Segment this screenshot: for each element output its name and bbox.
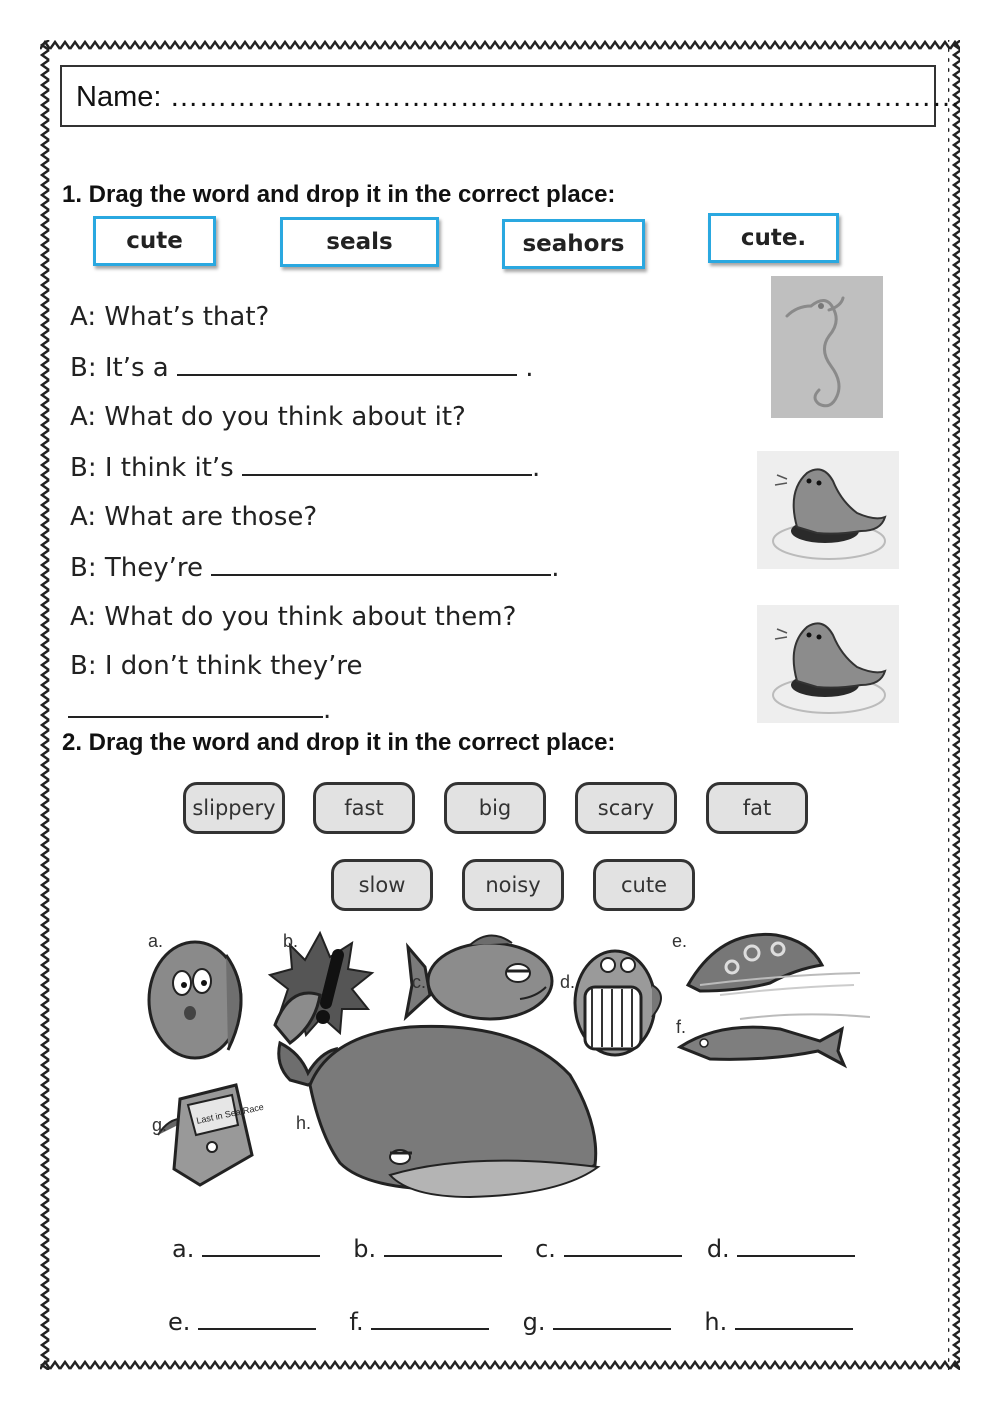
answer-label-c: c. [535, 1235, 556, 1263]
dialog-line-1: A: What’s that? [70, 302, 270, 332]
word-chip-slow[interactable]: slow [331, 859, 433, 911]
picture-label-a: a. [148, 931, 164, 951]
dialog-line-2-text: B: It’s a [70, 353, 169, 383]
picture-label-f: f. [676, 1017, 687, 1037]
word-chip-scary[interactable]: scary [575, 782, 677, 834]
drop-zone-4[interactable] [68, 694, 323, 718]
dialog-line-9 [68, 694, 331, 725]
creature-f-fast-fish [680, 1014, 870, 1065]
word-chip-big[interactable]: big [444, 782, 546, 834]
dialog-line-5: A: What are those? [70, 502, 318, 532]
drop-zone-2[interactable] [242, 452, 532, 476]
answer-blank-b[interactable] [384, 1233, 502, 1257]
word-chip-slippery[interactable]: slippery [183, 782, 285, 834]
word-chip-seals[interactable]: seals [280, 217, 439, 267]
answer-blank-f[interactable] [371, 1306, 489, 1330]
answer-row-2 [168, 1306, 853, 1336]
word-chip-fast[interactable]: fast [313, 782, 415, 834]
dialog-line-9-end: . [323, 695, 332, 725]
name-box [60, 65, 961, 127]
picture-label-e: e. [672, 931, 688, 951]
dialog-line-8: B: I don’t think they’re [70, 651, 363, 681]
picture-label-g: g. [152, 1115, 168, 1135]
seal-picture [757, 605, 899, 723]
dialog-line-6 [70, 552, 560, 583]
picture-label-b: b. [283, 931, 299, 951]
word-chip-fat[interactable]: fat [706, 782, 808, 834]
section2-heading: 2. Drag the word and drop it in the correct place: [62, 729, 616, 756]
answer-row-1 [172, 1233, 855, 1263]
answer-label-d: d. [706, 1235, 730, 1263]
fish-sign-text: Last in Sea Race [195, 1101, 265, 1126]
word-chip-cute-period[interactable]: cute. [708, 213, 839, 263]
answer-blank-e[interactable] [198, 1306, 316, 1330]
answer-label-f: f. [349, 1308, 364, 1336]
dialog-line-4-end: . [531, 453, 541, 483]
creature-h-big-whale [279, 1026, 598, 1197]
word-chip-cute[interactable]: cute [593, 859, 695, 911]
dialog-line-2 [70, 352, 534, 383]
creature-a-fat-fish [149, 942, 241, 1058]
section1-heading: 1. Drag the word and drop it in the correct place: [62, 181, 616, 208]
picture-label-c: c. [412, 972, 427, 992]
seahorse-picture [771, 276, 883, 418]
answer-label-a: a. [172, 1235, 195, 1263]
creature-d-noisy-fish [575, 951, 661, 1055]
picture-label-h: h. [296, 1113, 312, 1133]
seal-picture [757, 451, 899, 569]
answer-blank-a[interactable] [202, 1233, 320, 1257]
sea-creatures-illustration [140, 925, 870, 1210]
dialog-line-6-end: . [551, 553, 560, 583]
dialog-line-3: A: What do you think about it? [70, 402, 466, 432]
dialog-line-7: A: What do you think about them? [70, 602, 517, 632]
answer-label-b: b. [353, 1235, 377, 1263]
dialog-line-2-end: . [525, 353, 534, 383]
answer-label-e: e. [168, 1308, 191, 1336]
answer-blank-d[interactable] [737, 1233, 855, 1257]
answer-blank-c[interactable] [564, 1233, 682, 1257]
answer-blank-h[interactable] [735, 1306, 853, 1330]
answer-label-g: g. [522, 1308, 546, 1336]
dialog-line-4-text: B: I think it’s [70, 453, 234, 483]
creature-c-slow-fish [406, 935, 552, 1019]
drop-zone-3[interactable] [211, 552, 551, 576]
creature-g-fish-with-sign [158, 1085, 265, 1185]
answer-label-h: h. [704, 1308, 728, 1336]
word-chip-noisy[interactable]: noisy [462, 859, 564, 911]
word-chip-seahors[interactable]: seahors [502, 219, 645, 269]
word-chip-cute[interactable]: cute [93, 216, 216, 266]
dialog-line-6-text: B: They’re [70, 553, 203, 583]
name-label: Name: ………………………………………………….…………………… [76, 81, 961, 113]
picture-label-d: d. [560, 972, 576, 992]
drop-zone-1[interactable] [177, 352, 517, 376]
answer-blank-g[interactable] [553, 1306, 671, 1330]
dialog-line-4 [70, 452, 540, 483]
creature-e-slippery-slug [688, 934, 860, 995]
